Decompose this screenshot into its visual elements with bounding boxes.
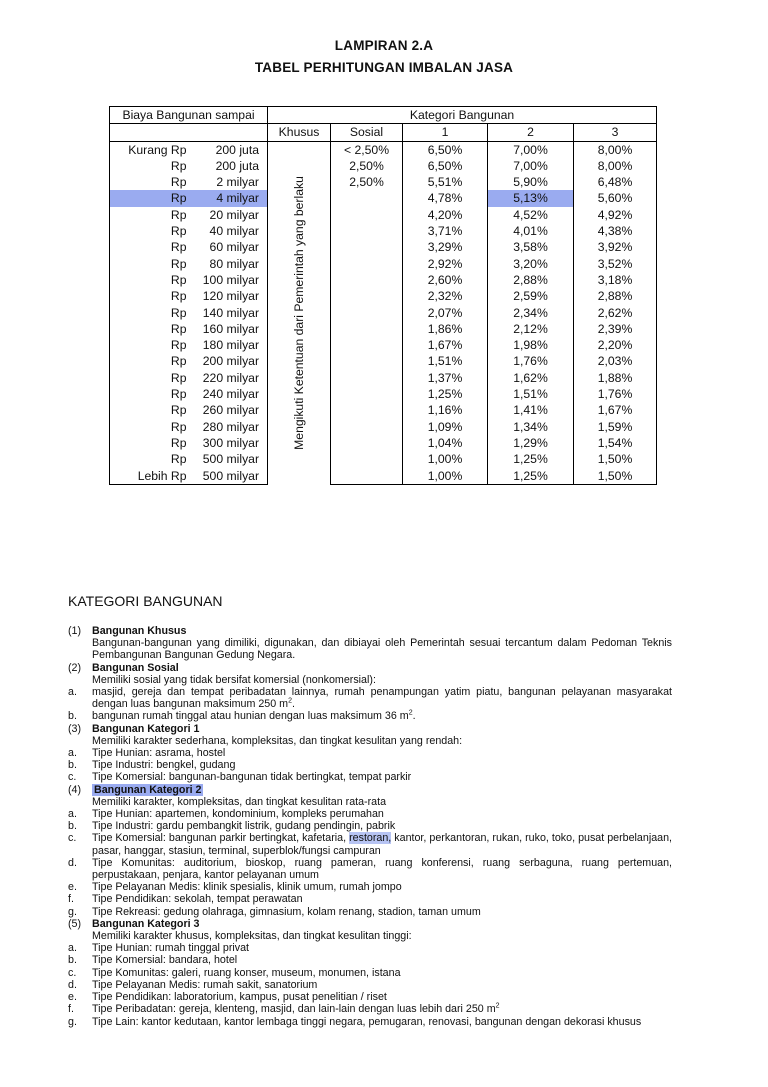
header-khusus: Khusus xyxy=(268,124,331,141)
cell-kategori-1: 5,51% xyxy=(403,174,488,190)
kategori-list xyxy=(68,625,672,1028)
cell-amount: 260 milyar xyxy=(190,402,268,418)
section-heading: KATEGORI BANGUNAN xyxy=(68,593,223,609)
header-blank xyxy=(110,124,268,141)
cell-kategori-1: 6,50% xyxy=(403,158,488,174)
cell-amount: 200 juta xyxy=(190,158,268,174)
cell-sosial xyxy=(331,370,403,386)
cell-kategori-2: 4,01% xyxy=(488,223,574,239)
cell-kategori-1: 3,71% xyxy=(403,223,488,239)
kategori-title-text: Bangunan Khusus xyxy=(92,625,187,637)
kategori-subitem xyxy=(68,893,672,905)
kategori-number: (5) xyxy=(68,917,82,930)
cell-kategori-3: 6,48% xyxy=(574,174,657,190)
cell-sosial xyxy=(331,353,403,369)
kategori-desc: Memiliki sosial yang tidak bersifat komersial (nonkomersial): xyxy=(92,673,376,686)
cell-kategori-1: 2,60% xyxy=(403,272,488,288)
cell-amount: 200 juta xyxy=(190,141,268,158)
cell-kategori-1: 1,04% xyxy=(403,435,488,451)
cell-sosial xyxy=(331,435,403,451)
cell-amount: 2 milyar xyxy=(190,174,268,190)
table-row xyxy=(110,223,657,239)
subitem-text: bangunan rumah tinggal atau hunian dengan luas maksimum 36 m xyxy=(92,710,409,723)
cell-sosial xyxy=(331,272,403,288)
kategori-item xyxy=(68,784,672,918)
cell-prefix: Rp xyxy=(110,174,190,190)
kategori-desc: Memiliki karakter sederhana, kompleksitas, dan tingkat kesulitan yang rendah: xyxy=(92,734,463,747)
table-row xyxy=(110,451,657,467)
cell-amount: 220 milyar xyxy=(190,370,268,386)
cell-amount: 100 milyar xyxy=(190,272,268,288)
cell-prefix: Rp xyxy=(110,435,190,451)
kategori-subitem xyxy=(68,1003,672,1015)
kategori-subitem xyxy=(68,820,672,832)
subitem-tail: . xyxy=(412,710,416,723)
cell-kategori-3: 1,54% xyxy=(574,435,657,451)
header-sosial: Sosial xyxy=(331,124,403,141)
cell-kategori-3: 1,50% xyxy=(574,451,657,467)
table-row xyxy=(110,386,657,402)
subitem-superscript: 2 xyxy=(495,1002,500,1010)
kategori-number: (2) xyxy=(68,661,82,674)
cell-amount: 20 milyar xyxy=(190,207,268,223)
cell-kategori-2: 1,34% xyxy=(488,419,574,435)
subitem-text: Tipe Pendidikan: laboratorium, kampus, pusat penelitian / riset xyxy=(92,991,387,1004)
cell-sosial xyxy=(331,402,403,418)
subitem-text: Tipe Hunian: asrama, hostel xyxy=(92,747,226,760)
subitem-letter: b. xyxy=(68,759,77,772)
page-title: LAMPIRAN 2.A xyxy=(334,38,434,53)
cell-sosial xyxy=(331,288,403,304)
kategori-number: (3) xyxy=(68,722,82,735)
kategori-subitem xyxy=(68,979,672,991)
cell-kategori-3: 8,00% xyxy=(574,141,657,158)
header-biaya: Biaya Bangunan sampai xyxy=(110,107,268,124)
cell-kategori-1: 6,50% xyxy=(403,141,488,158)
cell-amount: 500 milyar xyxy=(190,451,268,467)
subitem-text: Tipe Pelayanan Medis: klinik spesialis, klinik umum, rumah jompo xyxy=(92,881,402,894)
kategori-desc: Bangunan-bangunan yang dimiliki, digunakan, dan dibiayai oleh Pemerintah sesuai tercantum dalam Pedoman Teknis Pembangunan Bangunan Gedung Negara. xyxy=(92,637,672,662)
kategori-item xyxy=(68,918,672,1028)
cell-sosial xyxy=(331,223,403,239)
subitem-letter: f. xyxy=(68,1003,74,1016)
table-row xyxy=(110,321,657,337)
cell-amount: 60 milyar xyxy=(190,239,268,255)
cell-amount: 280 milyar xyxy=(190,419,268,435)
cell-kategori-2: 1,25% xyxy=(488,468,574,485)
kategori-title xyxy=(92,918,672,930)
kategori-subitem xyxy=(68,881,672,893)
table-row xyxy=(110,207,657,223)
subitem-letter: e. xyxy=(68,881,77,894)
cell-kategori-1: 1,16% xyxy=(403,402,488,418)
cell-kategori-3: 5,60% xyxy=(574,190,657,206)
page-subtitle: TABEL PERHITUNGAN IMBALAN JASA xyxy=(254,60,514,75)
subitem-text: Tipe Pelayanan Medis: rumah sakit, sanatorium xyxy=(92,978,318,991)
cell-kategori-1: 2,32% xyxy=(403,288,488,304)
cell-kategori-1: 4,20% xyxy=(403,207,488,223)
cell-kategori-3: 3,18% xyxy=(574,272,657,288)
cell-prefix: Lebih Rp xyxy=(110,468,190,485)
cell-prefix: Rp xyxy=(110,386,190,402)
subitem-text: Tipe Komersial: bandara, hotel xyxy=(92,954,238,967)
table-row xyxy=(110,353,657,369)
kategori-desc: Memiliki karakter khusus, kompleksitas, dan tingkat kesulitan tinggi: xyxy=(92,930,412,943)
cell-amount: 180 milyar xyxy=(190,337,268,353)
table-row xyxy=(110,370,657,386)
cell-prefix: Rp xyxy=(110,419,190,435)
kategori-subitem xyxy=(68,906,672,918)
cell-prefix: Rp xyxy=(110,158,190,174)
kategori-subitem xyxy=(68,808,672,820)
subitem-superscript: 2 xyxy=(408,709,413,717)
kategori-subitem xyxy=(68,710,672,722)
kategori-title-text: Bangunan Sosial xyxy=(92,661,179,674)
cell-kategori-1: 3,29% xyxy=(403,239,488,255)
cell-kategori-2: 7,00% xyxy=(488,158,574,174)
khusus-note: Mengikuti Ketentuan dari Pemerintah yang berlaku xyxy=(291,176,306,450)
subitem-text: masjid, gereja dan tempat peribadatan lainnya, rumah penampungan yatim piatu, bangunan pelayanan masyarakat dengan luas bangunan maksimum 250 m xyxy=(92,686,672,711)
cell-amount: 80 milyar xyxy=(190,256,268,272)
cell-kategori-3: 2,39% xyxy=(574,321,657,337)
cell-kategori-3: 2,88% xyxy=(574,288,657,304)
fee-table xyxy=(109,106,657,485)
subitem-letter: d. xyxy=(68,856,77,869)
subitem-text: kantor, perkantoran, rukan, ruko, toko, pusat perbelanjaan, pasar, hanggar, stasiun, terminal, superblok/fungsi campuran xyxy=(92,832,672,857)
cell-prefix: Rp xyxy=(110,370,190,386)
cell-prefix: Rp xyxy=(110,321,190,337)
cell-kategori-2: 1,62% xyxy=(488,370,574,386)
cell-kategori-3: 2,62% xyxy=(574,305,657,321)
cell-prefix: Kurang Rp xyxy=(110,141,190,158)
cell-sosial xyxy=(331,305,403,321)
cell-kategori-2: 5,90% xyxy=(488,174,574,190)
cell-prefix: Rp xyxy=(110,402,190,418)
kategori-item xyxy=(68,625,672,662)
subitem-tail: . xyxy=(291,698,295,711)
subitem-text: Tipe Industri: bengkel, gudang xyxy=(92,759,236,772)
cell-kategori-3: 1,88% xyxy=(574,370,657,386)
cell-sosial xyxy=(331,256,403,272)
cell-prefix: Rp xyxy=(110,190,190,206)
cell-kategori-2: 5,13% xyxy=(488,190,574,206)
kategori-subitem xyxy=(68,954,672,966)
kategori-subitem xyxy=(68,1016,672,1028)
header-kategori-1: 1 xyxy=(403,124,488,141)
cell-kategori-2: 3,58% xyxy=(488,239,574,255)
cell-amount: 40 milyar xyxy=(190,223,268,239)
table-row xyxy=(110,435,657,451)
table-row xyxy=(110,419,657,435)
cell-kategori-2: 1,29% xyxy=(488,435,574,451)
kategori-subitem xyxy=(68,747,672,759)
subitem-text: Tipe Pendidikan: sekolah, tempat perawatan xyxy=(92,893,303,906)
cell-sosial: 2,50% xyxy=(331,158,403,174)
subitem-letter: a. xyxy=(68,942,77,955)
table-row xyxy=(110,305,657,321)
cell-prefix: Rp xyxy=(110,207,190,223)
cell-kategori-1: 2,07% xyxy=(403,305,488,321)
kategori-title xyxy=(92,784,672,796)
subitem-text: Tipe Hunian: apartemen, kondominium, kompleks perumahan xyxy=(92,808,384,821)
kategori-subitem xyxy=(68,967,672,979)
subitem-text: Tipe Industri: gardu pembangkit listrik, gudang pendingin, pabrik xyxy=(92,820,396,833)
subitem-letter: g. xyxy=(68,1015,77,1028)
cell-prefix: Rp xyxy=(110,239,190,255)
cell-kategori-2: 2,59% xyxy=(488,288,574,304)
cell-kategori-3: 1,50% xyxy=(574,468,657,485)
table-row xyxy=(110,141,657,158)
cell-kategori-2: 1,98% xyxy=(488,337,574,353)
cell-amount: 200 milyar xyxy=(190,353,268,369)
cell-kategori-2: 3,20% xyxy=(488,256,574,272)
kategori-title-text: Bangunan Kategori 2 xyxy=(94,783,202,796)
subitem-superscript: 2 xyxy=(288,697,292,705)
cell-sosial xyxy=(331,207,403,223)
subitem-text: Tipe Hunian: rumah tinggal privat xyxy=(92,942,250,955)
kategori-number: (4) xyxy=(68,783,82,796)
cell-amount: 240 milyar xyxy=(190,386,268,402)
cell-kategori-3: 8,00% xyxy=(574,158,657,174)
subitem-text: Tipe Peribadatan: gereja, klenteng, masjid, dan lain-lain dengan luas lebih dari 250 m xyxy=(92,1003,496,1016)
cell-prefix: Rp xyxy=(110,256,190,272)
kategori-subitem xyxy=(68,942,672,954)
cell-amount: 160 milyar xyxy=(190,321,268,337)
header-kategori-3: 3 xyxy=(574,124,657,141)
cell-kategori-1: 1,00% xyxy=(403,468,488,485)
subitem-highlight: restoran, xyxy=(349,832,392,845)
cell-kategori-2: 4,52% xyxy=(488,207,574,223)
cell-kategori-3: 3,52% xyxy=(574,256,657,272)
subitem-letter: a. xyxy=(68,686,77,699)
table-row xyxy=(110,174,657,190)
cell-kategori-3: 4,92% xyxy=(574,207,657,223)
cell-prefix: Rp xyxy=(110,353,190,369)
subitem-letter: b. xyxy=(68,710,77,723)
cell-sosial xyxy=(331,419,403,435)
subitem-letter: a. xyxy=(68,808,77,821)
header-kategori-2: 2 xyxy=(488,124,574,141)
kategori-title-text: Bangunan Kategori 3 xyxy=(92,917,200,930)
cell-kategori-3: 4,38% xyxy=(574,223,657,239)
subitem-text-pre: Tipe Komersial: bangunan parkir bertingkat, kafetaria, xyxy=(92,832,350,845)
cell-prefix: Rp xyxy=(110,337,190,353)
cell-amount: 4 milyar xyxy=(190,190,268,206)
subitem-letter: g. xyxy=(68,905,77,918)
cell-sosial xyxy=(331,321,403,337)
cell-sosial xyxy=(331,239,403,255)
kategori-title xyxy=(92,625,672,637)
cell-kategori-2: 1,76% xyxy=(488,353,574,369)
cell-kategori-3: 1,76% xyxy=(574,386,657,402)
cell-kategori-1: 1,67% xyxy=(403,337,488,353)
kategori-subitem xyxy=(68,991,672,1003)
cell-prefix: Rp xyxy=(110,305,190,321)
cell-kategori-1: 1,25% xyxy=(403,386,488,402)
cell-kategori-3: 1,59% xyxy=(574,419,657,435)
cell-kategori-1: 1,00% xyxy=(403,451,488,467)
cell-kategori-1: 2,92% xyxy=(403,256,488,272)
subitem-letter: c. xyxy=(68,966,77,979)
table-header-row xyxy=(110,107,657,124)
cell-amount: 140 milyar xyxy=(190,305,268,321)
cell-kategori-2: 7,00% xyxy=(488,141,574,158)
subitem-letter: e. xyxy=(68,991,77,1004)
kategori-title xyxy=(92,662,672,674)
cell-kategori-1: 1,37% xyxy=(403,370,488,386)
header-kategori: Kategori Bangunan xyxy=(268,107,657,124)
cell-sosial: 2,50% xyxy=(331,174,403,190)
kategori-subitem xyxy=(68,832,672,856)
cell-amount: 120 milyar xyxy=(190,288,268,304)
table-row xyxy=(110,288,657,304)
cell-kategori-1: 1,86% xyxy=(403,321,488,337)
table-row xyxy=(110,272,657,288)
cell-sosial xyxy=(331,451,403,467)
table-row xyxy=(110,190,657,206)
cell-kategori-1: 1,51% xyxy=(403,353,488,369)
kategori-desc: Memiliki karakter, kompleksitas, dan tingkat kesulitan rata-rata xyxy=(92,795,387,808)
kategori-subitem xyxy=(68,686,672,710)
kategori-title xyxy=(92,723,672,735)
cell-khusus xyxy=(268,141,331,484)
cell-kategori-1: 1,09% xyxy=(403,419,488,435)
cell-sosial xyxy=(331,337,403,353)
subitem-letter: b. xyxy=(68,954,77,967)
subitem-letter: f. xyxy=(68,893,74,906)
kategori-subitem xyxy=(68,857,672,881)
kategori-item xyxy=(68,662,672,723)
subitem-letter: c. xyxy=(68,771,77,784)
subitem-text: Tipe Lain: kantor kedutaan, kantor lembaga tinggi negara, pemugaran, renovasi, bangunan dengan dekorasi khusus xyxy=(92,1015,642,1028)
cell-kategori-2: 1,41% xyxy=(488,402,574,418)
cell-kategori-3: 3,92% xyxy=(574,239,657,255)
table-row xyxy=(110,256,657,272)
cell-prefix: Rp xyxy=(110,272,190,288)
cell-sosial xyxy=(331,386,403,402)
kategori-subitem xyxy=(68,771,672,783)
subitem-letter: b. xyxy=(68,820,77,833)
cell-sosial xyxy=(331,190,403,206)
table-row xyxy=(110,402,657,418)
cell-kategori-3: 1,67% xyxy=(574,402,657,418)
cell-kategori-3: 2,03% xyxy=(574,353,657,369)
subitem-letter: c. xyxy=(68,832,77,845)
cell-prefix: Rp xyxy=(110,451,190,467)
cell-kategori-2: 1,51% xyxy=(488,386,574,402)
cell-prefix: Rp xyxy=(110,288,190,304)
cell-kategori-2: 2,88% xyxy=(488,272,574,288)
table-row xyxy=(110,158,657,174)
cell-amount: 500 milyar xyxy=(190,468,268,485)
cell-kategori-2: 1,25% xyxy=(488,451,574,467)
subitem-text: Tipe Komunitas: galeri, ruang konser, museum, monumen, istana xyxy=(92,966,401,979)
cell-sosial: < 2,50% xyxy=(331,141,403,158)
kategori-subitem xyxy=(68,759,672,771)
cell-amount: 300 milyar xyxy=(190,435,268,451)
cell-prefix: Rp xyxy=(110,223,190,239)
table-subheader-row xyxy=(110,124,657,141)
cell-sosial xyxy=(331,468,403,485)
cell-kategori-2: 2,34% xyxy=(488,305,574,321)
subitem-letter: a. xyxy=(68,747,77,760)
cell-kategori-1: 4,78% xyxy=(403,190,488,206)
kategori-title-text: Bangunan Kategori 1 xyxy=(92,722,200,735)
subitem-text: Tipe Rekreasi: gedung olahraga, gimnasium, kolam renang, stadion, taman umum xyxy=(92,905,481,918)
table-row xyxy=(110,337,657,353)
subitem-text: Tipe Komersial: bangunan-bangunan tidak bertingkat, tempat parkir xyxy=(92,771,412,784)
cell-kategori-3: 2,20% xyxy=(574,337,657,353)
subitem-text: Tipe Komunitas: auditorium, bioskop, ruang pameran, ruang konferensi, ruang serbaguna, ruang pertemuan, perpustakaan, penjara, kantor pelayanan umum xyxy=(92,856,672,882)
subitem-letter: d. xyxy=(68,978,77,991)
cell-kategori-2: 2,12% xyxy=(488,321,574,337)
kategori-item xyxy=(68,723,672,784)
table-row xyxy=(110,468,657,485)
kategori-number: (1) xyxy=(68,625,82,637)
table-row xyxy=(110,239,657,255)
